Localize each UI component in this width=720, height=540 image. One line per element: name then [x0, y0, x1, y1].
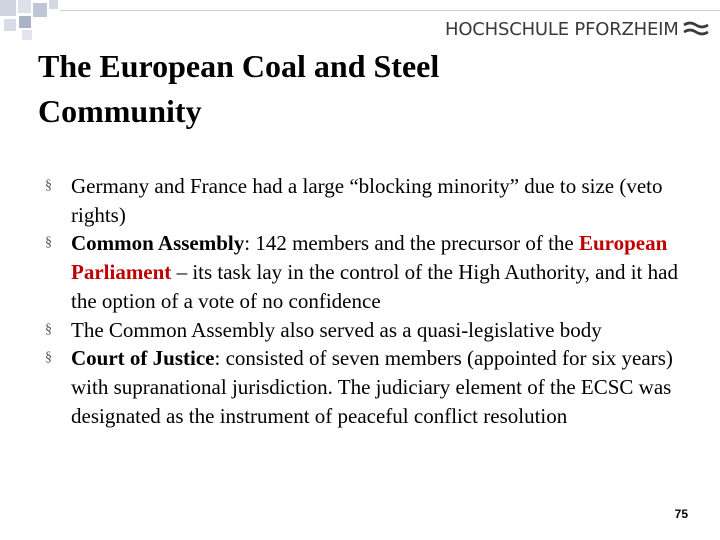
bullet-marker-icon: §: [45, 178, 52, 193]
corner-squares-decoration: [0, 0, 60, 42]
bullet-text: : 142 members and the precursor of the: [244, 231, 579, 256]
logo-text: HOCHSCHULE PFORZHEIM: [445, 18, 679, 40]
bullet-bold-term: Common Assembly: [71, 231, 245, 256]
logo-wave-icon: [683, 20, 709, 38]
slide-title-line-1: The European Coal and Steel: [38, 48, 440, 84]
bullet-text: – its task lay in the control of the High Authority, and it had the option of a vote of no confidence: [71, 260, 678, 313]
bullet-marker-icon: §: [45, 235, 52, 251]
university-logo: [445, 16, 709, 42]
bullet-list: [45, 172, 685, 430]
bullet-item: [45, 316, 685, 345]
bullet-marker-icon: §: [45, 321, 52, 337]
slide-title: [38, 44, 598, 134]
slide-title-line-2: Community: [38, 93, 202, 129]
bullet-item: [45, 229, 685, 315]
bullet-text: Germany and France had a large “blocking minority” due to size (veto rights): [71, 174, 663, 227]
bullet-item: [45, 172, 685, 229]
bullet-text: : consisted of seven members (appointed for six years) with supranational jurisdiction. The judiciary element of the ECSC was designated as the instrument of peaceful conflict resolution: [71, 346, 673, 428]
bullet-item: [45, 344, 685, 430]
bullet-text: The Common Assembly also served as a quasi-legislative body: [71, 317, 602, 342]
bullet-bold-term: Court of Justice: [71, 346, 215, 371]
bullet-marker-icon: §: [45, 350, 52, 366]
highlighted-term: European Parliament: [71, 231, 668, 285]
header-rule: [60, 10, 720, 11]
page-number: 75: [674, 507, 688, 521]
